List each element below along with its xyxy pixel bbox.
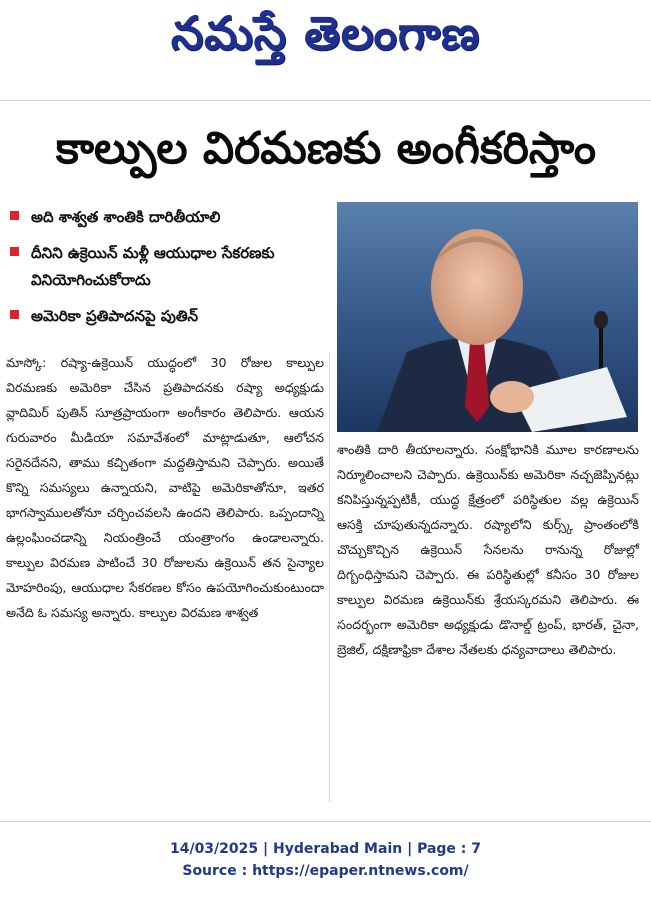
highlight-item — [10, 204, 332, 231]
highlight-item — [10, 240, 332, 294]
article-body-left: మాస్కో: రష్యా-ఉక్రెయిన్ యుద్ధంలో 30 రోజుల కాల్పుల విరమణకు అమెరికా చేసిన ప్రతిపాదనకు రష్యా అధ్యక్షుడు వ్లాదిమిర్ పుతిన్ సూత్రప్రాయంగా అంగీకారం తెలిపారు. ఆయన గురువారం మీడియా సమావేశంలో మాట్లాడుతూ, ఆలోచన సరైనదేనని, తాము కచ్చితంగా మద్దతిస్తామని చెప్పారు. అయితే కొన్ని సమస్యలు ఉన్నాయని, వాటిపై అమెరికాతోనూ, ఇతర భాగస్వాములతోనూ చర్చించవలసి ఉందని తెలిపారు. ఒప్పందాన్ని ఉల్లంఘించడాన్ని నియంత్రించే యంత్రాంగం ఉండాలన్నారు. కాల్పుల విరమణ పాటించే 30 రోజులను ఉక్రెయిన్ తన సైన్యాల మోహరింపు, ఆయుధాల సేకరణల కోసం ఉపయోగించుకుంటుందా అనేది ఓ సమస్య అన్నారు. కాల్పుల విరమణ శాశ్వత — [6, 355, 324, 620]
highlights-list — [10, 204, 332, 339]
newspaper-logo: నమస్తే తెలంగాణ — [170, 6, 481, 60]
square-bullet-icon — [10, 247, 19, 256]
edition-info: 14/03/2025 | Hyderabad Main | Page : 7 — [169, 841, 482, 857]
highlight-item — [10, 303, 332, 330]
source-link[interactable]: Source : https://epaper.ntnews.com/ — [182, 863, 469, 879]
highlight-text: అమెరికా ప్రతిపాదనపై పుతిన్ — [31, 307, 199, 325]
highlight-text: దీనిని ఉక్రెయిన్ మళ్లీ ఆయుధాల సేకరణకు వినియోగించుకోరాదు — [31, 244, 275, 289]
highlight-text: అది శాశ్వత శాంతికి దారితీయాలి — [31, 208, 221, 226]
square-bullet-icon — [10, 310, 19, 319]
column-divider — [329, 352, 330, 802]
square-bullet-icon — [10, 211, 19, 220]
article-body-right: శాంతికి దారి తీయాలన్నారు. సంక్షోభానికి మూల కారణాలను నిర్మూలించాలని చెప్పారు. ఉక్రెయిన్‌కు అమెరికా నచ్చజెప్పినట్లు కనిపిస్తున్నప్పటికీ, యుద్ధ క్షేత్రంలో పరిస్థితుల వల్ల ఉక్రెయిన్ ఆసక్తి చూపుతున్నదన్నారు. రష్యాలోని కుర్స్క్ ప్రాంతంలోకి చొచ్చుకొచ్చిన ఉక్రెయిన్ సేనలను రానున్న రోజుల్లో దిగ్బంధిస్తామని చెప్పారు. ఈ పరిస్థితుల్లో కనీసం 30 రోజుల కాల్పుల విరమణ ఉక్రెయిన్‌కు శ్రేయస్కరమని తెలిపారు. ఈ సందర్భంగా అమెరికా అధ్యక్షుడు డొనాల్డ్ ట్రంప్, భారత్, చైనా, బ్రెజిల్, దక్షిణాఫ్రికా దేశాల నేతలకు ధన్యవాదాలు తెలిపారు. — [337, 442, 639, 657]
masthead — [0, 0, 651, 78]
source-footer — [0, 838, 651, 882]
article-headline: కాల్పుల విరమణకు అంగీకరిస్తాం — [55, 123, 597, 174]
article-photo — [337, 202, 638, 432]
portrait-photo-icon — [337, 202, 638, 432]
bottom-divider — [0, 821, 651, 822]
